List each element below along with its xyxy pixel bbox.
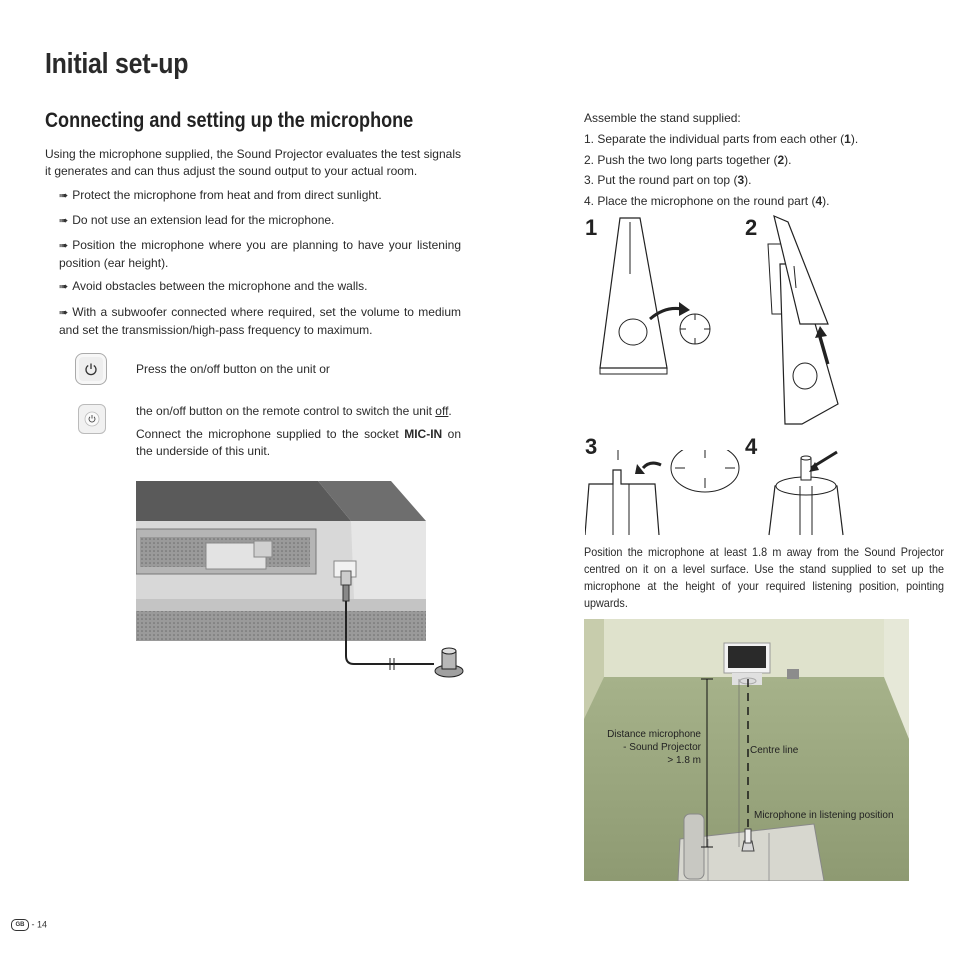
section-title: Connecting and setting up the microphone: [45, 109, 414, 132]
bullet-item: ➠ Do not use an extension lead for the microphone.: [59, 212, 461, 230]
unit-power-button[interactable]: [75, 353, 107, 385]
figure-number-4: 4: [745, 434, 758, 459]
stand-round-part-illustration: [585, 450, 745, 540]
stand-push-together-illustration: [760, 214, 840, 429]
assembly-step: 4. Place the microphone on the round part (4).: [584, 194, 830, 208]
figure-number-1: 1: [585, 215, 598, 240]
bullet-item: ➠ With a subwoofer connected where required, set the volume to medium and set the transmission/high-pass frequency to maximum.: [59, 305, 461, 337]
remote-power-button[interactable]: [78, 404, 106, 434]
mic-in-socket-illustration: [136, 481, 476, 681]
assembly-step: 3. Put the round part on top (3).: [584, 173, 752, 187]
bullet-item: ➠ Avoid obstacles between the microphone and the walls.: [59, 278, 461, 296]
mic-position-label: Microphone in listening position: [754, 810, 894, 821]
assembly-step: 1. Separate the individual parts from each other (1).: [584, 132, 859, 146]
page-number: - 14: [31, 919, 48, 930]
bullet-item: ➠ Position the microphone where you are planning to have your listening position (ear height).: [59, 238, 461, 270]
remote-off-text: the on/off button on the remote control to switch the unit off.: [136, 404, 452, 418]
position-text: Position the microphone at least 1.8 m away from the Sound Projector centred on it on a level surface. Use the stand supplied to set up the microphone at the height of your required listening position, pointing upwards.: [584, 545, 944, 610]
assembly-step: 2. Push the two long parts together (2).: [584, 153, 792, 167]
power-icon: [84, 362, 98, 376]
stand-microphone-illustration: [765, 448, 850, 540]
arrow-icon: ➠: [59, 215, 69, 227]
power-icon: [84, 411, 100, 427]
figure-number-2: 2: [745, 215, 758, 240]
intro-paragraph: Using the microphone supplied, the Sound Projector evaluates the test signals it generates and can thus adjust the sound output to your actual room.: [45, 147, 461, 178]
stand-separate-illustration: [595, 214, 720, 384]
centre-line-label: Centre line: [750, 745, 799, 756]
assemble-intro: Assemble the stand supplied:: [584, 111, 741, 125]
arrow-icon: ➠: [59, 240, 69, 252]
arrow-icon: ➠: [59, 281, 69, 293]
figure-number-3: 3: [585, 434, 598, 459]
distance-label: Distance microphone - Sound Projector > 1.8 m: [607, 729, 701, 766]
connect-text: Connect the microphone supplied to the socket MIC-IN on the underside of this unit.: [136, 427, 461, 458]
page-footer: [11, 919, 47, 931]
arrow-icon: ➠: [59, 307, 69, 319]
bullet-item: ➠ Protect the microphone from heat and from direct sunlight.: [59, 187, 461, 205]
page-title: Initial set-up: [45, 48, 189, 80]
press-unit-text: Press the on/off button on the unit or: [136, 362, 330, 376]
arrow-icon: ➠: [59, 190, 69, 202]
country-badge: GB: [11, 919, 29, 931]
